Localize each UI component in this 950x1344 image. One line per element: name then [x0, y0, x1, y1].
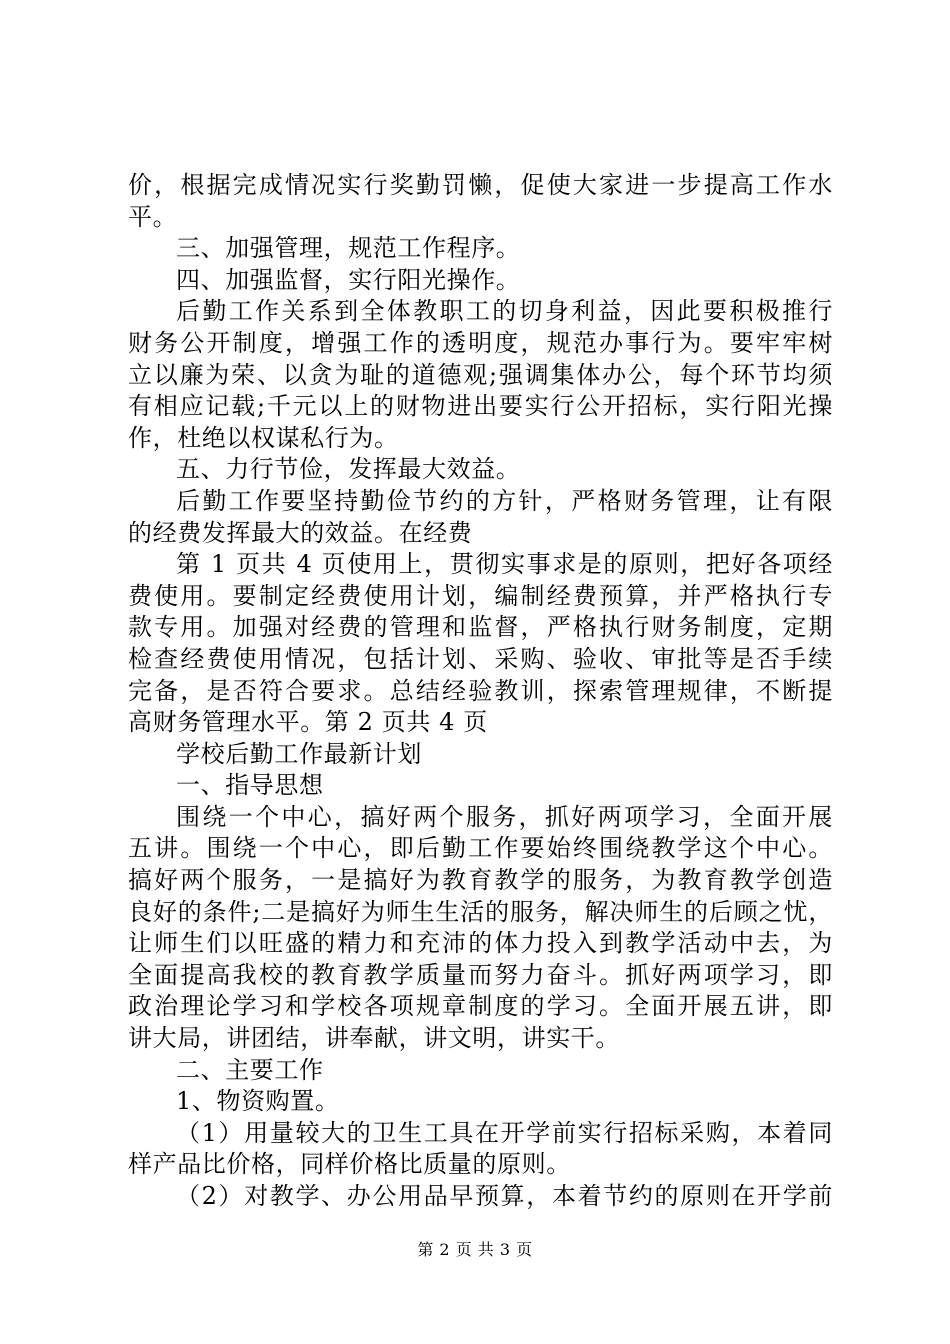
text-line: 价，根据完成情况实行奖勤罚懒，促使大家进一步提高工作水 — [128, 171, 833, 199]
text-line: 搞好两个服务，一是搞好为教育教学的服务，为教育教学创造 — [128, 866, 833, 895]
text-line: 围绕一个中心，搞好两个服务，抓好两项学习，全面开展 — [176, 802, 833, 831]
text-line: 讲大局，讲团结，讲奉献，讲文明，讲实干。 — [128, 1024, 620, 1053]
page-footer: 第 2 页 共 3 页 — [417, 1240, 533, 1259]
text-line: （1）用量较大的卫生工具在开学前实行招标采购，本着同 — [176, 1118, 833, 1147]
text-line: 高财务管理水平。第 2 页共 4 页 — [128, 708, 488, 737]
text-line: 完备，是否符合要求。总结经验教训，探索管理规律，不断提 — [128, 676, 833, 705]
text-line: 五、力行节俭，发挥最大效益。 — [176, 455, 521, 484]
text-line: 第 1 页共 4 页使用上，贯彻实事求是的原则，把好各项经 — [176, 550, 833, 579]
text-line: 全面提高我校的教育教学质量而努力奋斗。抓好两项学习，即 — [128, 960, 833, 989]
text-line: 平。 — [128, 202, 178, 231]
text-line: 的经费发挥最大的效益。在经费 — [128, 518, 473, 547]
text-line: 四、加强监督，实行阳光操作。 — [176, 265, 521, 294]
text-line: 二、主要工作 — [176, 1055, 324, 1084]
text-line: 学校后勤工作最新计划 — [176, 739, 422, 768]
text-line: 样产品比价格，同样价格比质量的原则。 — [128, 1150, 571, 1179]
text-line: 费使用。要制定经费使用计划，编制经费预算，并严格执行专 — [128, 581, 833, 610]
text-line: 有相应记载;千元以上的财物进出要实行公开招标，实行阳光操 — [128, 392, 833, 421]
text-line: 作，杜绝以权谋私行为。 — [128, 423, 399, 452]
text-line: 一、指导思想 — [176, 771, 324, 800]
text-line: 政治理论学习和学校各项规章制度的学习。全面开展五讲，即 — [128, 992, 833, 1021]
text-line: 后勤工作关系到全体教职工的切身利益，因此要积极推行 — [176, 297, 833, 326]
text-line: 后勤工作要坚持勤俭节约的方针，严格财务管理，让有限 — [176, 486, 833, 515]
text-line: 款专用。加强对经费的管理和监督，严格执行财务制度，定期 — [128, 613, 833, 642]
text-line: 让师生们以旺盛的精力和充沛的体力投入到教学活动中去，为 — [128, 929, 833, 958]
text-line: 财务公开制度，增强工作的透明度，规范办事行为。要牢牢树 — [128, 328, 833, 357]
text-line: 检查经费使用情况，包括计划、采购、验收、审批等是否手续 — [128, 644, 833, 673]
text-line: （2）对教学、办公用品早预算，本着节约的原则在开学前 — [176, 1182, 833, 1210]
text-line: 五讲。围绕一个中心，即后勤工作要始终围绕教学这个中心。 — [128, 834, 833, 863]
text-line: 三、加强管理，规范工作程序。 — [176, 234, 521, 263]
text-line: 1、物资购置。 — [176, 1087, 340, 1116]
text-line: 立以廉为荣、以贪为耻的道德观;强调集体办公，每个环节均须 — [128, 360, 833, 389]
document-body — [128, 170, 833, 1213]
text-line: 良好的条件;二是搞好为师生生活的服务，解决师生的后顾之忧， — [128, 897, 833, 926]
